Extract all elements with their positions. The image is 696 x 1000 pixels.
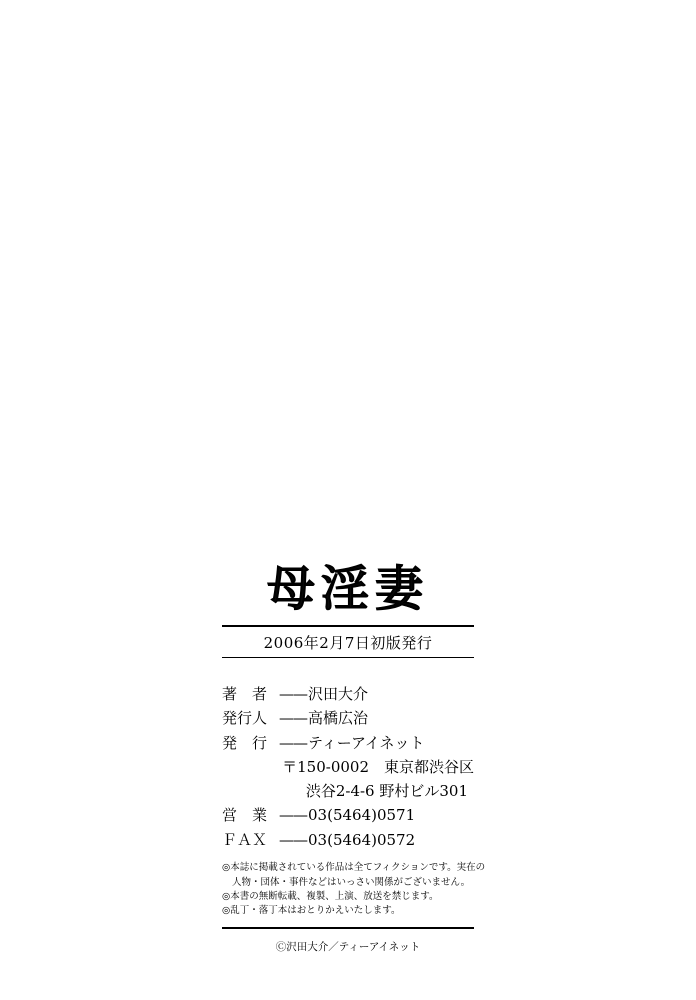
imprint-author-line: [222, 682, 474, 706]
legal-note-2: 人物・団体・事件などはいっさい関係がございません。: [232, 876, 471, 888]
imprint-publisher-value: 高橋広治: [308, 709, 369, 728]
imprint-block: [222, 682, 474, 852]
contact-sales-value: 03(5464)0571: [308, 806, 416, 825]
contact-fax-line: [222, 828, 474, 852]
contact-sales-dash: ——: [279, 806, 307, 825]
imprint-author-label: 著 者: [222, 685, 268, 703]
contact-sales-line: [222, 803, 474, 827]
imprint-author-dash: ——: [279, 685, 307, 703]
imprint-publisher-dash: ——: [279, 709, 307, 728]
copyright-line: Ⓒ沢田大介／ティーアイネット: [275, 940, 421, 953]
legal-notes: [222, 861, 486, 919]
imprint-issuer-dash: ——: [279, 733, 307, 752]
imprint-issuer-label: 発 行: [222, 733, 268, 752]
imprint-issuer-line: [222, 731, 474, 755]
contact-fax-value: 03(5464)0572: [308, 830, 416, 849]
colophon-block: [0, 561, 696, 954]
publication-date: 2006年2月7日初版発行: [263, 634, 433, 652]
divider-above-date: [222, 625, 474, 627]
address-line-2: 渋谷2-4-6 野村ビル301: [305, 782, 468, 801]
legal-note-3: ◎本書の無断転載、複製、上演、放送を禁じます。: [222, 890, 439, 902]
contact-sales-label: 営 業: [222, 806, 268, 825]
legal-note-4: ◎乱丁・落丁本はおとりかえいたします。: [222, 905, 401, 917]
book-title: 母淫妻: [266, 561, 429, 617]
imprint-issuer-value: ティーアイネット: [308, 733, 425, 752]
imprint-author-value: 沢田大介: [308, 685, 369, 703]
imprint-publisher-label: 発行人: [222, 709, 268, 728]
divider-bottom: [222, 927, 474, 929]
address-line-1: 〒150-0002 東京都渋谷区: [282, 757, 474, 776]
contact-fax-dash: ——: [279, 830, 307, 849]
divider-below-date: [222, 657, 474, 658]
imprint-publisher-line: [222, 706, 474, 730]
contact-fax-label: ＦＡＸ: [222, 830, 268, 849]
legal-note-1: ◎本誌に掲載されている作品は全てフィクションです。実在の: [222, 862, 486, 874]
